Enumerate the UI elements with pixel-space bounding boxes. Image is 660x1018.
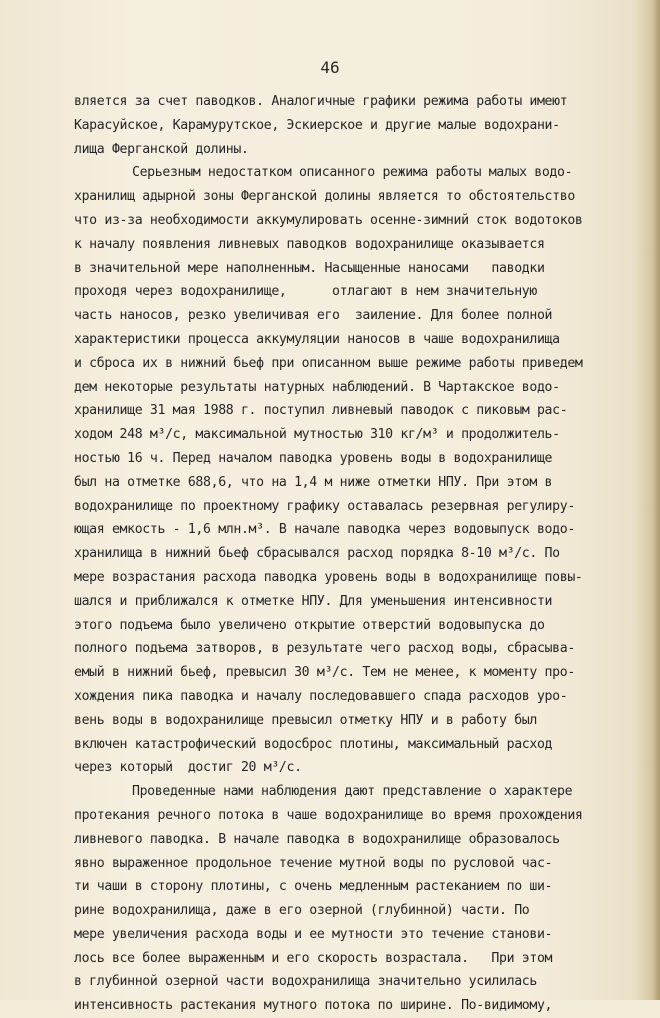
text-line: лось все более выраженным и его скорость возрастала. При этом — [74, 950, 553, 966]
text-line: шался и приближался к отметке НПУ. Для уменьшения интенсивности — [74, 593, 553, 609]
text-line: ходом 248 м³/с, максимальной мутностью 310 кг/м³ и продолжитель- — [74, 427, 560, 443]
text-line: к началу появления ливневых паводков водохранилище оказывается — [74, 236, 545, 252]
text-line: ливневого паводка. В начале паводка в водохранилище образовалось — [74, 831, 560, 847]
text-line: включен катастрофический водосброс плотины, максимальный расход — [74, 736, 553, 752]
text-line: характеристики процесса аккумуляции наносов в чаше водохранилища — [74, 331, 560, 347]
text-line: протекания речного потока в чаше водохранилище во время прохождения — [74, 807, 583, 823]
text-line: водохранилище по проектному графику оставалась резервная регулиру- — [74, 498, 575, 514]
text-line: Серьезным недостатком описанного режима работы малых водо- — [132, 165, 573, 181]
text-line: часть наносов, резко увеличивая его заиление. Для более полной — [74, 308, 553, 324]
text-line: и сброса их в нижний бьеф при описанном выше режиме работы приведем — [74, 355, 583, 371]
page-number: 46 — [320, 58, 340, 77]
text-line: интенсивность растекания мутного потока по ширине. По-видимому, — [74, 998, 553, 1014]
text-line: вень воды в водохранилище превысил отметку НПУ и в работу был — [74, 712, 537, 728]
text-line: явно выраженное продольное течение мутной воды по русловой час- — [74, 855, 553, 871]
text-line: мере возрастания расхода паводка уровень воды в водохранилище повы- — [74, 569, 583, 585]
text-line: мере увеличения расхода воды и ее мутности это течение станови- — [74, 926, 553, 942]
text-line: через который достиг 20 м³/с. — [74, 760, 302, 776]
text-line: что из-за необходимости аккумулировать осенне-зимний сток водотоков — [74, 212, 583, 228]
text-line: Карасуйское, Карамурутское, Эскиерское и другие малые водохрани- — [74, 117, 560, 133]
text-line: полного подъема затворов, в результате чего расход воды, сбрасыва- — [74, 641, 575, 657]
text-line: хождения пика паводка и началу последовавшего спада расходов уро- — [74, 688, 568, 704]
text-line: Проведенные нами наблюдения дают представление о характере — [132, 784, 573, 800]
text-line: лища Ферганской долины. — [74, 141, 249, 157]
text-line: ностью 16 ч. Перед началом паводка уровень воды в водохранилище — [74, 450, 553, 466]
text-line: проходя через водохранилище, отлагают в нем значительную — [74, 284, 537, 300]
text-line: этого подъема было увеличено открытие отверстий водовыпуска до — [74, 617, 545, 633]
page-edge-shadow — [652, 0, 660, 1000]
text-line: в глубинной озерной части водохранилища значительно усилилась — [74, 974, 537, 990]
text-line: вляется за счет паводков. Аналогичные графики режима работы имеют — [74, 94, 568, 109]
body-text — [74, 90, 660, 1018]
text-line: дем некоторые результаты натурных наблюдений. В Чартакское водо- — [74, 379, 560, 395]
text-line: ющая емкость - 1,6 млн.м³. В начале паводка через водовыпуск водо- — [74, 522, 575, 538]
text-line: в значительной мере наполненным. Насыщенные наносами паводки — [74, 260, 545, 276]
text-line: ти чаши в сторону плотины, с очень медленным растеканием по ши- — [74, 879, 553, 895]
text-line: хранилище 31 мая 1988 г. поступил ливневый паводок с пиковым рас- — [74, 403, 568, 419]
text-line: хранилищ адырной зоны Ферганской долины является то обстоятельство — [74, 189, 575, 205]
text-line: хранилища в нижний бьеф сбрасывался расход порядка 8-10 м³/с. По — [74, 546, 560, 562]
text-line: был на отметке 688,6, что на 1,4 м ниже отметки НПУ. При этом в — [74, 474, 553, 490]
text-line: емый в нижний бьеф, превысил 30 м³/с. Тем не менее, к моменту про- — [74, 665, 575, 681]
text-line: рине водохранилища, даже в его озерной (глубинной) части. По — [74, 903, 530, 919]
